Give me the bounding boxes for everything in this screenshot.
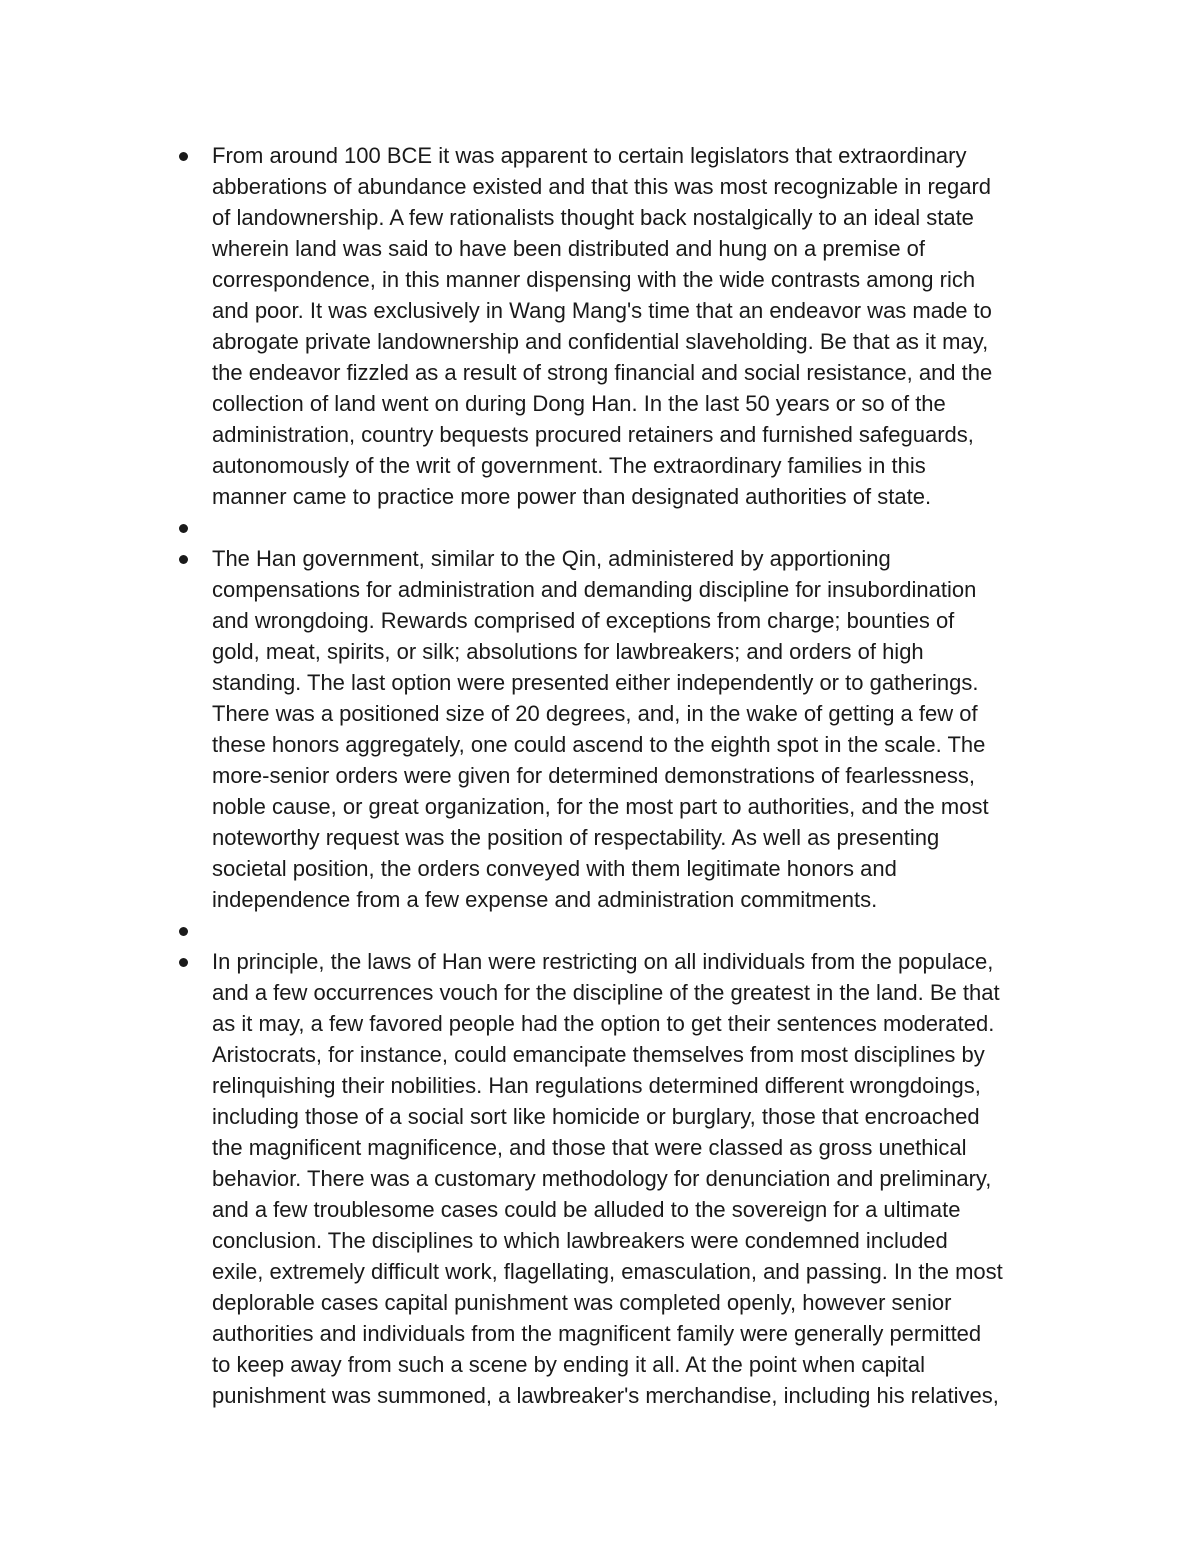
- text-line: independence from a few expense and administration commitments.: [212, 887, 878, 912]
- text-line: as it may, a few favored people had the option to get their sentences moderated.: [212, 1011, 995, 1036]
- text-line: the magnificent magnificence, and those that were classed as gross unethical: [212, 1135, 967, 1160]
- text-line: behavior. There was a customary methodology for denunciation and preliminary,: [212, 1166, 992, 1191]
- text-line: and poor. It was exclusively in Wang Mang's time that an endeavor was made to: [212, 298, 992, 323]
- text-line: From around 100 BCE it was apparent to certain legislators that extraordinary: [212, 143, 967, 168]
- text-line: abberations of abundance existed and that this was most recognizable in regard: [212, 174, 992, 199]
- text-line: standing. The last option were presented either independently or to gatherings.: [212, 670, 979, 695]
- text-line: correspondence, in this manner dispensing with the wide contrasts among rich: [212, 267, 976, 292]
- bullet-list: [172, 140, 1072, 1411]
- text-line: In principle, the laws of Han were restricting on all individuals from the populace,: [212, 949, 994, 974]
- bullet-icon: [179, 524, 188, 533]
- text-line: to keep away from such a scene by ending it all. At the point when capital: [212, 1352, 925, 1377]
- text-line: conclusion. The disciplines to which lawbreakers were condemned included: [212, 1228, 948, 1253]
- list-item-text: [212, 946, 1072, 1411]
- bullet-icon: [179, 958, 188, 967]
- list-item-text: [212, 140, 1072, 512]
- text-line: noble cause, or great organization, for the most part to authorities, and the most: [212, 794, 989, 819]
- text-line: and a few occurrences vouch for the discipline of the greatest in the land. Be that: [212, 980, 1000, 1005]
- list-item-text: [212, 543, 1072, 915]
- list-item: [172, 543, 1072, 915]
- text-line: manner came to practice more power than designated authorities of state.: [212, 484, 932, 509]
- text-line: abrogate private landownership and confidential slaveholding. Be that as it may,: [212, 329, 989, 354]
- text-line: societal position, the orders conveyed with them legitimate honors and: [212, 856, 897, 881]
- text-line: authorities and individuals from the magnificent family were generally permitted: [212, 1321, 982, 1346]
- text-line: and a few troublesome cases could be alluded to the sovereign for a ultimate: [212, 1197, 961, 1222]
- text-line: of landownership. A few rationalists thought back nostalgically to an ideal state: [212, 205, 974, 230]
- text-line: more-senior orders were given for determined demonstrations of fearlessness,: [212, 763, 976, 788]
- text-line: Aristocrats, for instance, could emancipate themselves from most disciplines by: [212, 1042, 985, 1067]
- list-item-empty: [172, 915, 1072, 946]
- text-line: collection of land went on during Dong Han. In the last 50 years or so of the: [212, 391, 946, 416]
- text-line: noteworthy request was the position of respectability. As well as presenting: [212, 825, 940, 850]
- bullet-icon: [179, 152, 188, 161]
- list-item: [172, 946, 1072, 1411]
- text-line: administration, country bequests procured retainers and furnished safeguards,: [212, 422, 974, 447]
- bullet-icon: [179, 555, 188, 564]
- text-line: punishment was summoned, a lawbreaker's merchandise, including his relatives,: [212, 1383, 999, 1408]
- text-line: There was a positioned size of 20 degrees, and, in the wake of getting a few of: [212, 701, 978, 726]
- text-line: compensations for administration and demanding discipline for insubordination: [212, 577, 977, 602]
- text-line: deplorable cases capital punishment was completed openly, however senior: [212, 1290, 952, 1315]
- text-line: autonomously of the writ of government. The extraordinary families in this: [212, 453, 926, 478]
- text-line: exile, extremely difficult work, flagellating, emasculation, and passing. In the most: [212, 1259, 1003, 1284]
- text-line: these honors aggregately, one could ascend to the eighth spot in the scale. The: [212, 732, 986, 757]
- text-line: relinquishing their nobilities. Han regulations determined different wrongdoings,: [212, 1073, 981, 1098]
- list-item: [172, 140, 1072, 512]
- bullet-icon: [179, 927, 188, 936]
- list-item-empty: [172, 512, 1072, 543]
- text-line: the endeavor fizzled as a result of strong financial and social resistance, and the: [212, 360, 993, 385]
- text-line: wherein land was said to have been distributed and hung on a premise of: [212, 236, 926, 261]
- text-line: The Han government, similar to the Qin, administered by apportioning: [212, 546, 891, 571]
- text-line: gold, meat, spirits, or silk; absolutions for lawbreakers; and orders of high: [212, 639, 924, 664]
- text-line: including those of a social sort like homicide or burglary, those that encroached: [212, 1104, 980, 1129]
- text-line: and wrongdoing. Rewards comprised of exceptions from charge; bounties of: [212, 608, 955, 633]
